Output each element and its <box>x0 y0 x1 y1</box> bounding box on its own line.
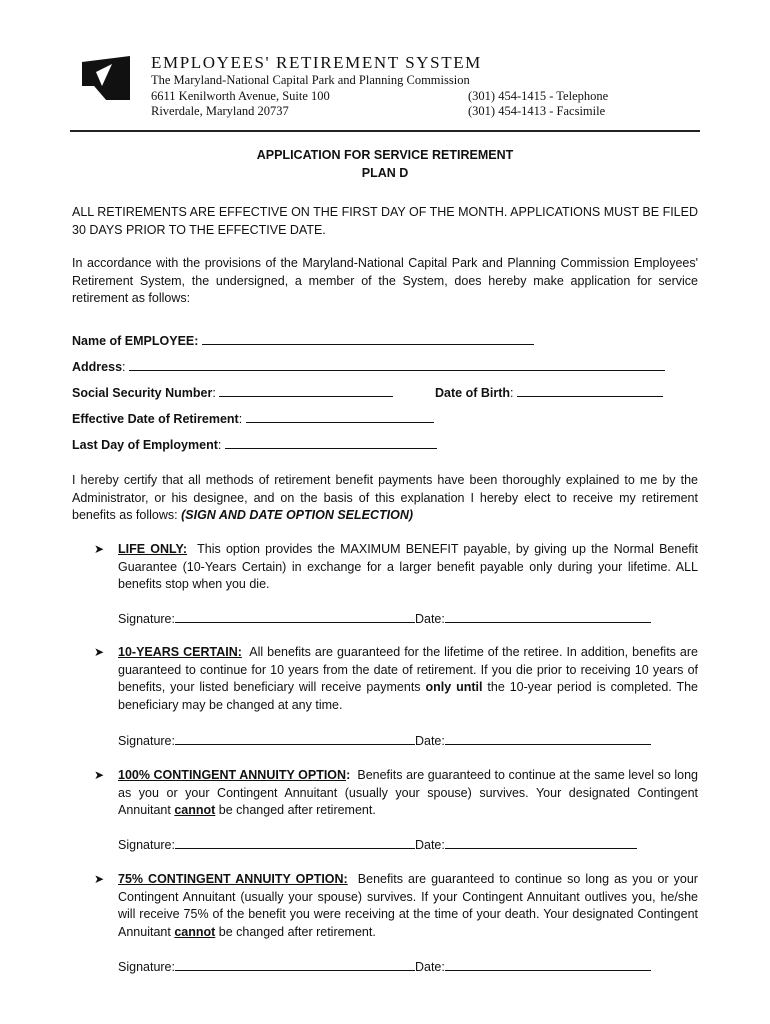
signature-label: Signature: <box>118 734 175 748</box>
certification-text: I hereby certify that all methods of retirement benefit payments have been thoroughly explained to me by the Administrator, or his designee, and on the basis of this explanation I hereby elect to receive my retirement benefits as follows: <box>72 473 698 522</box>
arrow-bullet-icon: ➤ <box>94 542 105 556</box>
commission-name: The Maryland-National Capital Park and Planning Commission <box>151 73 470 87</box>
dob-field: Date of Birth: <box>435 384 663 400</box>
signature-input[interactable] <box>175 732 415 745</box>
signature-row-100-contingent <box>118 836 637 852</box>
employee-name-field: Name of EMPLOYEE: <box>72 332 534 348</box>
option-description-end: be changed after retirement. <box>218 803 376 817</box>
effective-date-input[interactable] <box>246 410 434 423</box>
ers-logo <box>82 56 130 100</box>
org-name: EMPLOYEES' RETIREMENT SYSTEM <box>151 53 482 72</box>
dob-label: Date of Birth <box>435 386 510 400</box>
option-description: This option provides the MAXIMUM BENEFIT payable, by giving up the Normal Benefit Guarantee (10-Years Certain) in exchange for a larger benefit payable only during your lifetime. ALL benefits stop when you die. <box>118 542 698 591</box>
option-description: Benefits are guaranteed to continue at the same level so long as you or your Contingent Annuitant (usually your spouse) survives. Your designated Contingent Annuitant <box>118 768 698 817</box>
employee-name-input[interactable] <box>202 332 534 345</box>
option-label-colon: : <box>346 768 351 782</box>
address-line-1: 6611 Kenilworth Avenue, Suite 100 <box>151 89 330 103</box>
option-label: 10-YEARS CERTAIN: <box>118 645 242 659</box>
address-label: Address <box>72 360 123 374</box>
option-75-contingent <box>118 871 698 941</box>
option-label: LIFE ONLY: <box>118 542 188 556</box>
date-label: Date: <box>414 960 445 974</box>
last-day-label: Last Day of Employment <box>72 438 218 452</box>
option-life-only <box>118 541 698 594</box>
signature-label: Signature: <box>118 838 175 852</box>
intro-paragraph: In accordance with the provisions of the Maryland-National Capital Park and Planning Commission Employees' Retirement System, the undersigned, a member of the System, does hereby make application for service retirement as follows: <box>72 256 698 305</box>
arrow-bullet-icon: ➤ <box>94 768 105 782</box>
date-input[interactable] <box>445 732 651 745</box>
certification-instruction: (SIGN AND DATE OPTION SELECTION) <box>181 508 414 522</box>
certification-paragraph <box>72 472 698 525</box>
option-description-end: be changed after retirement. <box>218 924 376 939</box>
ssn-input[interactable] <box>219 384 393 397</box>
signature-label: Signature: <box>118 960 175 974</box>
ssn-label: Social Security Number <box>72 386 213 400</box>
header-divider <box>70 130 700 132</box>
signature-row-75-contingent <box>118 958 651 974</box>
option-description-end: the 10-year period is completed. The beneficiary may be changed at any time. <box>118 680 698 712</box>
last-day-field: Last Day of Employment: <box>72 436 437 452</box>
date-input[interactable] <box>445 836 637 849</box>
telephone: (301) 454-1415 - Telephone <box>468 89 609 103</box>
date-input[interactable] <box>445 610 651 623</box>
arrow-bullet-icon: ➤ <box>94 872 105 886</box>
option-10-years-certain <box>118 644 698 714</box>
date-input[interactable] <box>445 958 651 971</box>
option-label: 100% CONTINGENT ANNUITY OPTION <box>118 768 347 782</box>
option-label: 75% CONTINGENT ANNUITY OPTION: <box>118 872 348 886</box>
signature-label: Signature: <box>118 612 175 626</box>
signature-input[interactable] <box>175 836 415 849</box>
document-title: APPLICATION FOR SERVICE RETIREMENT <box>256 148 514 162</box>
option-100-contingent <box>118 767 698 820</box>
option-description: Benefits are guaranteed to continue so long as you or your Contingent Annuitant (usually your spouse) survives. If your Contingent Annuitant outlives you, he/she will receive 75% of the benefit you were receiving at the time of your death. Your designated Contingent Annuitant <box>118 872 698 939</box>
option-emphasis: cannot <box>174 924 216 939</box>
last-day-input[interactable] <box>225 436 437 449</box>
option-emphasis: cannot <box>174 803 216 817</box>
address-line-2: Riverdale, Maryland 20737 <box>151 104 289 118</box>
effective-date-field: Effective Date of Retirement: <box>72 410 434 426</box>
option-emphasis: only until <box>425 680 483 694</box>
signature-input[interactable] <box>175 610 415 623</box>
facsimile: (301) 454-1413 - Facsimile <box>468 104 606 118</box>
arrow-bullet-icon: ➤ <box>94 645 105 659</box>
date-label: Date: <box>414 838 445 852</box>
document-subtitle: PLAN D <box>361 166 409 180</box>
ssn-field: Social Security Number: <box>72 384 393 400</box>
signature-row-life-only <box>118 610 651 626</box>
signature-input[interactable] <box>175 958 415 971</box>
filing-notice: ALL RETIREMENTS ARE EFFECTIVE ON THE FIRST DAY OF THE MONTH. APPLICATIONS MUST BE FILED 30 DAYS PRIOR TO THE EFFECTIVE DATE. <box>72 205 698 237</box>
signature-row-10-years <box>118 732 651 748</box>
employee-name-label: Name of EMPLOYEE <box>72 334 195 348</box>
address-field: Address: <box>72 358 665 374</box>
date-label: Date: <box>414 734 445 748</box>
effective-date-label: Effective Date of Retirement <box>72 412 239 426</box>
dob-input[interactable] <box>517 384 663 397</box>
option-description: All benefits are guaranteed for the lifetime of the retiree. In addition, benefits are guaranteed to continue for 10 years from the date of retirement. If you die prior to receiving 10 years of benefits, your listed beneficiary will receive payments <box>118 645 698 694</box>
address-input[interactable] <box>129 358 665 371</box>
date-label: Date: <box>414 612 445 626</box>
